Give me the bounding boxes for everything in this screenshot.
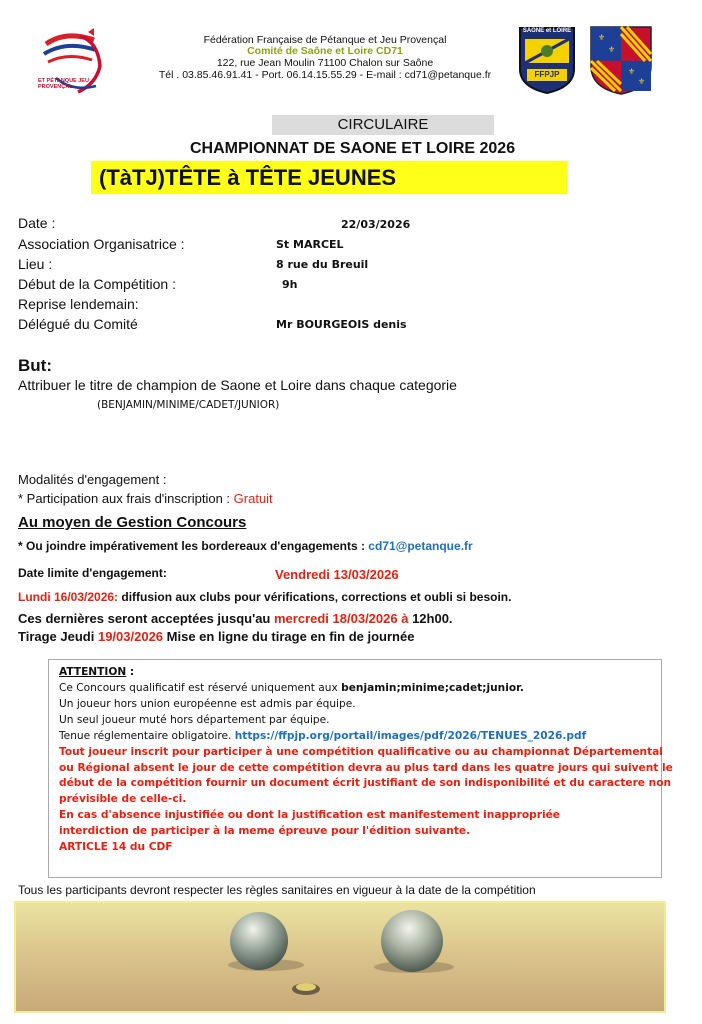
attention-l1-bold: benjamin;minime;cadet;junior. <box>341 682 524 694</box>
lundi-text: diffusion aux clubs pour vérifications, corrections et oubli si besoin. <box>121 590 512 604</box>
limite-value: Vendredi 13/03/2026 <box>275 567 399 582</box>
detail-value-date: 22/03/2026 <box>341 218 411 231</box>
attention-red-line: ou Régional absent le jour de cette compétition devra au plus tard dans les quatre jours qui suivent le <box>59 762 673 774</box>
detail-label-date: Date : <box>18 215 56 231</box>
comite-address: 122, rue Jean Moulin 71100 Chalon sur Saône <box>216 57 434 69</box>
attention-l1-text: Ce Concours qualificatif est réservé uniquement aux <box>59 682 338 694</box>
svg-text:⚜: ⚜ <box>638 77 646 86</box>
comite-name: Comité de Saône et Loire CD71 <box>247 45 403 57</box>
attention-heading-suffix: : <box>126 666 135 678</box>
engagement-heading: Modalités d'engagement : <box>18 472 167 487</box>
detail-label-reprise: Reprise lendemain: <box>18 296 139 312</box>
gestion-concours-link[interactable]: Au moyen de Gestion Concours <box>18 514 247 531</box>
championnat-title: CHAMPIONNAT DE SAONE ET LOIRE 2026 <box>190 140 516 157</box>
accept-line <box>18 611 453 626</box>
event-title-highlight <box>91 161 567 194</box>
attention-l4-text: Tenue réglementaire obligatoire. <box>59 730 232 742</box>
ffpjp-logo <box>36 22 116 102</box>
detail-value-association: St MARCEL <box>276 238 344 251</box>
but-text: Attribuer le titre de champion de Saone et Loire dans chaque categorie <box>18 377 457 393</box>
limite-label: Date limite d'engagement: <box>18 566 167 580</box>
accept-date: mercredi 18/03/2026 à <box>274 611 409 626</box>
attention-red-line: Tout joueur inscrit pour participer à une compétition qualificative ou au championnat Départemental <box>59 746 663 758</box>
frais-line <box>18 491 273 506</box>
bordereaux-label: * Ou joindre impérativement les bordereaux d'engagements : <box>18 539 365 553</box>
detail-label-lieu: Lieu : <box>18 256 53 272</box>
attention-red-line: ARTICLE 14 du CDF <box>59 841 173 853</box>
detail-value-lieu: 8 rue du Breuil <box>276 258 369 271</box>
attention-red-line: interdiction de participer à la meme épreuve pour l'édition suivante. <box>59 825 471 837</box>
federation-name: Fédération Française de Pétanque et Jeu Provençal <box>203 34 447 46</box>
attention-red-line: En cas d'absence injustifiée ou dont la justification est manifestement inappropriée <box>59 809 560 821</box>
detail-label-delegue: Délégué du Comité <box>18 316 138 332</box>
attention-red-line: prévisible de celle-ci. <box>59 793 187 805</box>
comite-contact: Tél . 03.85.46.91.41 - Port. 06.14.15.55.29 - E-mail : cd71@petanque.fr <box>158 69 492 81</box>
petanque-balls-photo <box>14 901 666 1013</box>
attention-heading: ATTENTION <box>59 666 127 678</box>
sanitaire-notice: Tous les participants devront respecter les règles sanitaires en vigueur à la date de la compétition <box>18 883 536 897</box>
tenues-link[interactable]: https://ffpjp.org/portail/images/pdf/2026/TENUES_2026.pdf <box>234 730 587 742</box>
bordereaux-email[interactable]: cd71@petanque.fr <box>368 539 473 553</box>
lundi-date: Lundi 16/03/2026: <box>18 590 119 604</box>
accept-text: Ces dernières seront acceptées jusqu'au <box>18 611 271 626</box>
tirage-label: Tirage Jeudi <box>18 629 95 644</box>
tirage-text: Mise en ligne du tirage en fin de journée <box>166 629 415 644</box>
bordereaux-line <box>18 539 473 553</box>
svg-text:⚜: ⚜ <box>628 67 636 76</box>
svg-text:⚜: ⚜ <box>598 33 606 42</box>
accept-time: 12h00. <box>412 611 453 626</box>
badge-text-top: SAONE et LOIRE <box>522 28 572 34</box>
saone-et-loire-badge <box>517 25 577 95</box>
burgundy-coat-of-arms <box>588 24 654 96</box>
attention-line-2: Un joueur hors union européenne est admis par équipe. <box>59 698 356 710</box>
attention-line-1 <box>59 681 524 697</box>
event-title: (TàTJ)TÊTE à TÊTE JEUNES <box>99 165 397 190</box>
tirage-date: 19/03/2026 <box>97 629 164 644</box>
detail-label-association: Association Organisatrice : <box>18 236 185 252</box>
attention-line-3: Un seul joueur muté hors département par équipe. <box>59 714 330 726</box>
lundi-line <box>18 590 511 604</box>
frais-value: Gratuit <box>233 491 273 506</box>
but-heading: But: <box>18 356 52 375</box>
attention-red-line: début de la compétition fournir un document écrit justifiant de son indisponibilité et du caractere non <box>59 777 672 789</box>
svg-text:⚜: ⚜ <box>608 45 616 54</box>
detail-value-debut: 9h <box>282 278 298 291</box>
frais-label: * Participation aux frais d'inscription : <box>18 491 231 506</box>
attention-line-4 <box>59 729 586 745</box>
but-categories: (BENJAMIN/MINIME/CADET/JUNIOR) <box>97 399 280 411</box>
ffpjp-logo-text: ET PÉTANQUE JEU PROVENÇAL <box>38 78 89 90</box>
attention-heading-line <box>59 665 134 681</box>
detail-value-delegue: Mr BOURGEOIS denis <box>276 318 407 331</box>
badge-text-bottom: FFPJP <box>534 70 560 79</box>
attention-box <box>48 659 673 878</box>
tirage-line <box>18 629 414 644</box>
circulaire-label: CIRCULAIRE <box>272 115 494 135</box>
detail-label-debut: Début de la Compétition : <box>18 276 176 292</box>
